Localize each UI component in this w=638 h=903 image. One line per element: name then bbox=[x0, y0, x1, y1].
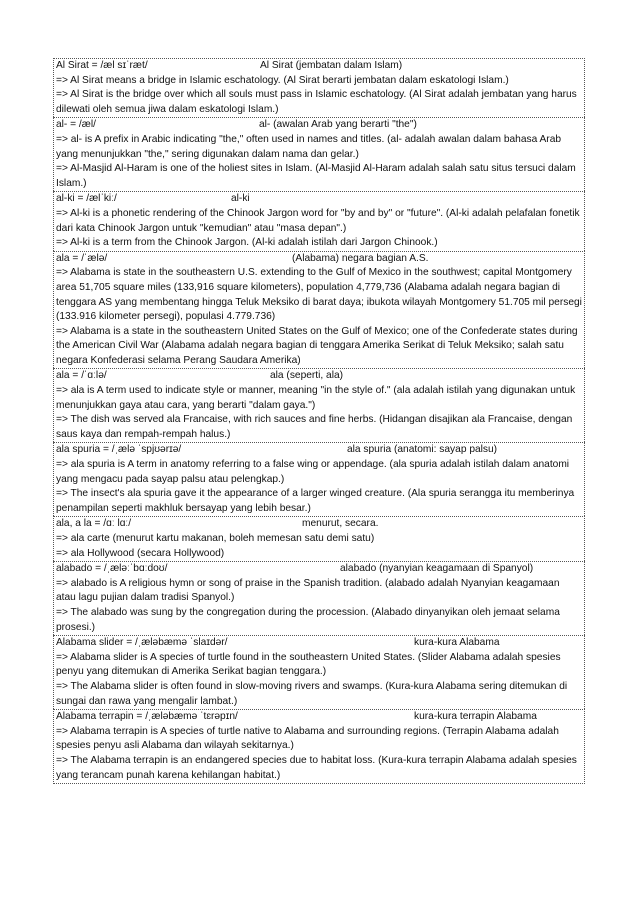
example: => The insect's ala spuria gave it the appearance of a larger winged creature. (Ala spuria serangga itu memberinya penampilan seperti makhluk bersayap yang lebih besar.) bbox=[56, 488, 575, 514]
example: => The Alabama terrapin is an endangered species due to habitat loss. (Kura-kura terrapin Alabama adalah spesies yang terancam punah karena kehilangan habitat.) bbox=[56, 754, 577, 781]
example: => The Alabama slider is often found in slow-moving rivers and swamps. (Kura-kura Alabama sering ditemukan di sungai dan rawa yang mengalir lambat.) bbox=[56, 680, 568, 707]
dictionary-entry bbox=[53, 191, 585, 250]
headword: ala spuria = /ˌælə ˈspjʊərɪə/ bbox=[56, 444, 182, 456]
headword: Alabama slider = /ˌæləbæmə ˈslaɪdər/ bbox=[56, 637, 228, 649]
entry-header bbox=[56, 369, 582, 384]
headword: Al Sirat = /æl sɪˈræt/ bbox=[56, 60, 148, 71]
example: => Al Sirat means a bridge in Islamic eschatology. (Al Sirat berarti jembatan dalam eskatologi Islam.) bbox=[56, 74, 509, 86]
dictionary-entry bbox=[53, 58, 585, 117]
entry-header bbox=[56, 710, 582, 725]
example: => ala carte (menurut kartu makanan, boleh memesan satu demi satu) bbox=[56, 533, 375, 544]
example: => al- is A prefix in Arabic indicating "the," often used in names and titles. (al- adalah awalan dalam bahasa Arab yang menunjukkan "the," sering digunakan dalam nama dan gelar.) bbox=[56, 133, 562, 160]
translation: al-ki bbox=[231, 193, 250, 205]
example: => alabado is A religious hymn or song of praise in the Spanish tradition. (alabado adalah Nyanyian keagamaan atau lagu pujian dalam tradisi Spanyol.) bbox=[56, 577, 560, 604]
example: => Alabama slider is A species of turtle found in the southeastern United States. (Slider Alabama adalah spesies penyu yang ditemukan di Amerika Serikat bagian tenggara.) bbox=[56, 651, 561, 678]
example: => The alabado was sung by the congregation during the procession. (Alabado dinyanyikan oleh jemaat selama prosesi.) bbox=[56, 606, 560, 633]
translation: (Alabama) negara bagian A.S. bbox=[292, 252, 429, 264]
translation: Al Sirat (jembatan dalam Islam) bbox=[260, 60, 403, 71]
example: => Alabama is state in the southeastern U.S. extending to the Gulf of Mexico in the southwest; capital Montgomery area 51,705 square miles (133,916 square kilometers), population 4,779,736 (Alabama adalah negara bagian di tenggara AS yang membentang hingga Teluk Meksiko di barat daya; ibukota wilayah Montgomery 51.705 mil persegi (133.916 kilometer persegi), populasi 4.779.736) bbox=[56, 267, 582, 323]
dictionary-entry bbox=[53, 516, 585, 561]
dictionary-entry bbox=[53, 368, 585, 442]
dictionary-entry bbox=[53, 442, 585, 516]
headword: al- = /æl/ bbox=[56, 119, 96, 131]
translation: ala (seperti, ala) bbox=[270, 370, 344, 382]
entry-header bbox=[56, 517, 582, 532]
entry-header bbox=[56, 192, 582, 207]
example: => The dish was served ala Francaise, with rich sauces and fine herbs. (Hidangan disajikan ala Francaise, dengan saus kaya dan rempah-rempah halus.) bbox=[56, 414, 573, 440]
translation: kura-kura terrapin Alabama bbox=[414, 711, 537, 723]
translation: alabado (nyanyian keagamaan di Spanyol) bbox=[340, 563, 534, 575]
entry-header bbox=[56, 443, 582, 458]
headword: ala = /ˈælə/ bbox=[56, 252, 108, 264]
translation: ala spuria (anatomi: sayap palsu) bbox=[347, 444, 498, 456]
example: => ala spuria is A term in anatomy referring to a false wing or appendage. (ala spuria adalah istilah dalam anatomi yang mengacu pada sayap palsu atau pelengkap.) bbox=[56, 459, 570, 485]
headword: ala = /ˈɑːlə/ bbox=[56, 370, 107, 382]
dictionary-entry bbox=[53, 635, 585, 709]
translation: al- (awalan Arab yang berarti "the") bbox=[259, 119, 417, 131]
example: => Al Sirat is the bridge over which all souls must pass in Islamic eschatology. (Al Sirat adalah jembatan yang harus dilewati oleh semua jiwa dalam eskatologi Islam.) bbox=[56, 89, 577, 115]
headword: Alabama terrapin = /ˌæləbæmə ˈtɛrəpɪn/ bbox=[56, 711, 238, 723]
dictionary-entry bbox=[53, 117, 585, 191]
dictionary-page bbox=[53, 58, 585, 784]
entry-header bbox=[56, 252, 582, 267]
example: => Alabama terrapin is A species of turtle native to Alabama and surrounding regions. (Terrapin Alabama adalah spesies penyu asli Alabama dan wilayah sekitarnya.) bbox=[56, 725, 559, 752]
example: => ala is A term used to indicate style or manner, meaning "in the style of." (ala adalah istilah yang digunakan untuk menunjukkan gaya atau cara, yang berarti "dalam gaya.") bbox=[56, 385, 576, 411]
example: => ala Hollywood (secara Hollywood) bbox=[56, 547, 225, 559]
entry-header bbox=[56, 636, 582, 651]
example: => Alabama is a state in the southeastern United States on the Gulf of Mexico; one of the Confederate states during the American Civil War (Alabama adalah negara bagian di tenggara Amerika Serikat di Teluk Meksiko; salah satu negara Konfederasi selama Perang Saudara Amerika) bbox=[56, 325, 578, 366]
headword: al-ki = /ælˈkiː/ bbox=[56, 193, 117, 205]
translation: kura-kura Alabama bbox=[414, 637, 500, 649]
entry-header bbox=[56, 562, 582, 577]
dictionary-entry bbox=[53, 709, 585, 784]
entry-header bbox=[56, 59, 582, 74]
translation: menurut, secara. bbox=[302, 518, 379, 530]
dictionary-entry bbox=[53, 251, 585, 369]
headword: alabado = /ˌæləːˈbɑːdoʊ/ bbox=[56, 563, 168, 575]
example: => Al-Masjid Al-Haram is one of the holiest sites in Islam. (Al-Masjid Al-Haram adalah salah satu situs tersuci dalam Islam.) bbox=[56, 163, 576, 189]
entry-header bbox=[56, 118, 582, 133]
example: => Al-ki is a term from the Chinook Jargon. (Al-ki adalah istilah dari Jargon Chinook.) bbox=[56, 237, 438, 249]
headword: ala, a la = /ɑː lɑː/ bbox=[56, 518, 132, 530]
example: => Al-ki is a phonetic rendering of the Chinook Jargon word for "by and by" or "future". (Al-ki adalah pelafalan fonetik dari kata Chinook Jargon untuk "kemudian" atau "masa depan".) bbox=[56, 207, 580, 234]
dictionary-entry bbox=[53, 561, 585, 635]
